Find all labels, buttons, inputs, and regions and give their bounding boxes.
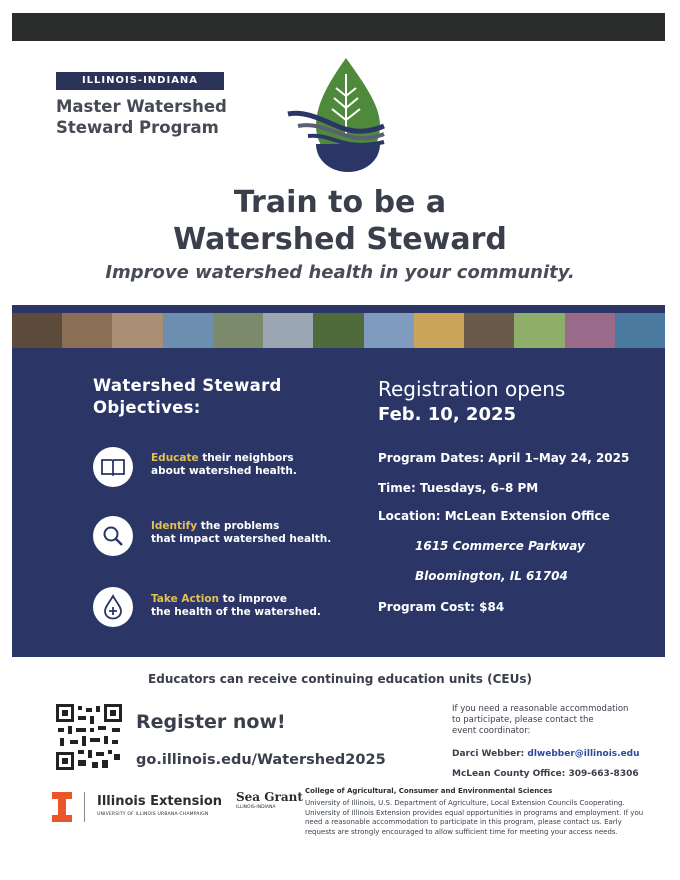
- objective-2: Identify the problems that impact watershed health.: [151, 520, 332, 545]
- program-name: Master Watershed Steward Program: [56, 97, 227, 137]
- book-icon: [100, 457, 126, 477]
- top-bar: [12, 13, 665, 41]
- photo-13: [615, 313, 665, 348]
- watershed-leaf-logo: [286, 56, 386, 176]
- registration-title: Registration opens: [378, 377, 566, 401]
- ceu-note: Educators can receive continuing education units (CEUs): [148, 672, 532, 686]
- headline-line2: Watershed Steward: [173, 222, 507, 257]
- program-badge: ILLINOIS-INDIANA: [56, 72, 224, 90]
- photo-3: [112, 313, 162, 348]
- photo-8: [364, 313, 414, 348]
- objective-circle-3: [93, 587, 133, 627]
- photo-4: [163, 313, 213, 348]
- tagline: Improve watershed health in your community.: [105, 262, 575, 283]
- logo-divider: [84, 792, 85, 822]
- headline-line1: Train to be a: [233, 185, 447, 220]
- registration-date: Feb. 10, 2025: [378, 404, 517, 425]
- program-time: Time: Tuesdays, 6–8 PM: [378, 481, 539, 495]
- photo-5: [213, 313, 263, 348]
- photo-strip: [12, 313, 665, 348]
- objective-circle-2: [93, 516, 133, 556]
- address-line2: Bloomington, IL 61704: [415, 569, 568, 583]
- disclaimer-text: University of Illinois, U.S. Department of Agriculture, Local Extension Councils Cooperating. University of Illinois Extension provides equal opportunities in programs and employment. If you need a reasonable accommodation to participate in this program, please contact us. Early requests are strongly encouraged to allow sufficient time for meeting your access needs.: [305, 799, 644, 836]
- photo-6: [263, 313, 313, 348]
- office-phone: McLean County Office: 309-663-8306: [452, 769, 639, 779]
- sea-grant-logo: Sea Grant ILLINOIS-INDIANA: [236, 790, 303, 810]
- coordinator-contact: Darci Webber: dlwebber@illinois.edu: [452, 749, 640, 759]
- illinois-extension-name: Illinois Extension: [97, 794, 223, 809]
- photo-11: [514, 313, 564, 348]
- program-dates: Program Dates: April 1–May 24, 2025: [378, 451, 630, 465]
- photo-10: [464, 313, 514, 348]
- objective-3: Take Action to improve the health of the watershed.: [151, 593, 321, 618]
- program-cost: Program Cost: $84: [378, 600, 505, 614]
- address-line1: 1615 Commerce Parkway: [415, 539, 585, 553]
- objective-1: Educate their neighbors about watershed health.: [151, 452, 297, 477]
- objectives-title: Watershed Steward Objectives:: [93, 376, 282, 417]
- photo-7: [313, 313, 363, 348]
- coordinator-email-link[interactable]: dlwebber@illinois.edu: [527, 749, 640, 759]
- drop-plus-icon: [102, 594, 124, 620]
- photo-9: [414, 313, 464, 348]
- illinois-block-i-logo: [52, 792, 72, 822]
- college-name: College of Agricultural, Consumer and Environmental Sciences: [305, 787, 553, 795]
- photo-1: [12, 313, 62, 348]
- qr-code[interactable]: [56, 704, 122, 770]
- photo-2: [62, 313, 112, 348]
- accommodation-note: If you need a reasonable accommodation to participate, please contact the event coordinator:: [452, 704, 629, 736]
- magnifier-icon: [101, 524, 125, 548]
- illinois-extension-sub: UNIVERSITY OF ILLINOIS URBANA-CHAMPAIGN: [97, 812, 209, 817]
- objective-circle-1: [93, 447, 133, 487]
- register-heading: Register now!: [136, 711, 286, 733]
- program-location: Location: McLean Extension Office: [378, 509, 610, 523]
- photo-12: [565, 313, 615, 348]
- register-link[interactable]: go.illinois.edu/Watershed2025: [136, 752, 386, 768]
